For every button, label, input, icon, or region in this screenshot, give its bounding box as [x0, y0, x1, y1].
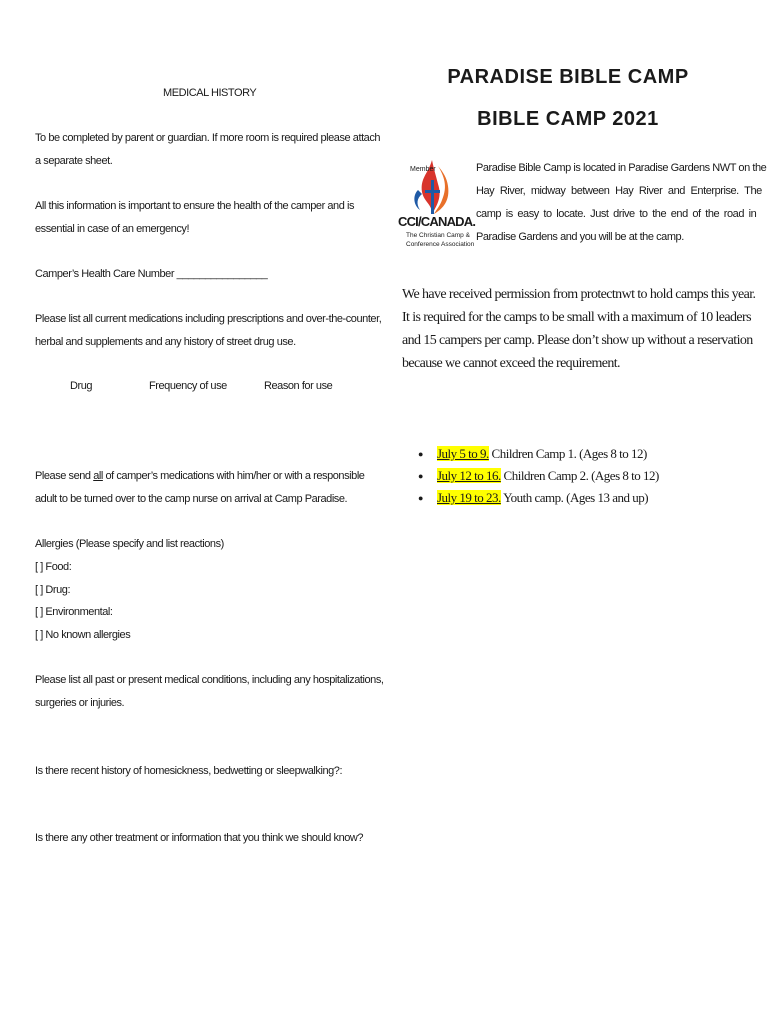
- allergy-none-checkbox: [ ] No known allergies: [35, 629, 131, 641]
- logo-member-label: Member: [410, 166, 436, 173]
- bullet-icon: ●: [418, 493, 424, 503]
- medical-history-heading: MEDICAL HISTORY: [163, 87, 257, 99]
- logo-org-name: CCI/CANADA.: [398, 214, 476, 229]
- location-line-2: Hay River, midway between Hay River and Enterprise. The: [476, 185, 762, 197]
- conditions-line-1: Please list all past or present medical conditions, including any hospitalizations,: [35, 674, 384, 686]
- cci-canada-logo: [398, 156, 476, 256]
- send-medications-line-2: adult to be turned over to the camp nurse on arrival at Camp Paradise.: [35, 493, 348, 505]
- table-header-drug: Drug: [70, 380, 93, 392]
- medications-line-1: Please list all current medications including prescriptions and over-the-counter,: [35, 313, 382, 325]
- allergy-environmental-checkbox: [ ] Environmental:: [35, 606, 113, 618]
- permission-line-3: and 15 campers per camp. Please don’t show up without a reservation: [402, 333, 753, 348]
- table-header-frequency: Frequency of use: [149, 380, 227, 392]
- permission-line-2: It is required for the camps to be small with a maximum of 10 leaders: [402, 310, 751, 325]
- important-line-1: All this information is important to ensure the health of the camper and is: [35, 200, 355, 212]
- camp-description: Youth camp. (Ages 13 and up): [500, 490, 649, 505]
- camp-title: PARADISE BIBLE CAMP: [447, 66, 689, 88]
- location-line-3: camp is easy to locate. Just drive to the end of the road in: [476, 208, 757, 220]
- intro-line-1: To be completed by parent or guardian. If more room is required please attach: [35, 132, 381, 144]
- permission-line-1: We have received permission from protectnwt to hold camps this year.: [402, 287, 756, 302]
- camp-dates: July 12 to 16.: [437, 468, 501, 483]
- health-care-number-field: Camper’s Health Care Number ________________: [35, 268, 268, 280]
- location-line-1: Paradise Bible Camp is located in Paradise Gardens NWT on the: [476, 162, 767, 174]
- permission-line-4: because we cannot exceed the requirement.: [402, 356, 620, 371]
- intro-line-2: a separate sheet.: [35, 155, 113, 167]
- homesickness-question: Is there recent history of homesickness, bedwetting or sleepwalking?:: [35, 765, 343, 777]
- table-header-reason: Reason for use: [264, 380, 333, 392]
- allergies-title: Allergies (Please specify and list reactions): [35, 538, 224, 550]
- location-line-4: Paradise Gardens and you will be at the camp.: [476, 231, 684, 243]
- other-info-question: Is there any other treatment or information that you think we should know?: [35, 832, 364, 844]
- camp-year-title: BIBLE CAMP 2021: [477, 108, 659, 130]
- allergy-drug-checkbox: [ ] Drug:: [35, 584, 71, 596]
- camp-dates: July 19 to 23.: [437, 490, 501, 505]
- bullet-icon: ●: [418, 471, 424, 481]
- logo-subtitle-2: Conference Association: [406, 241, 475, 248]
- medications-line-2: herbal and supplements and any history of street drug use.: [35, 336, 296, 348]
- camp-description: Children Camp 2. (Ages 8 to 12): [500, 468, 659, 483]
- bullet-icon: ●: [418, 449, 424, 459]
- send-medications-line-1: Please send all of camper’s medications with him/her or with a responsible: [35, 470, 365, 482]
- allergy-food-checkbox: [ ] Food:: [35, 561, 72, 573]
- camp-dates: July 5 to 9.: [437, 446, 489, 461]
- important-line-2: essential in case of an emergency!: [35, 223, 190, 235]
- camp-description: Children Camp 1. (Ages 8 to 12): [488, 446, 647, 461]
- conditions-line-2: surgeries or injuries.: [35, 697, 125, 709]
- logo-subtitle-1: The Christian Camp &: [406, 232, 470, 239]
